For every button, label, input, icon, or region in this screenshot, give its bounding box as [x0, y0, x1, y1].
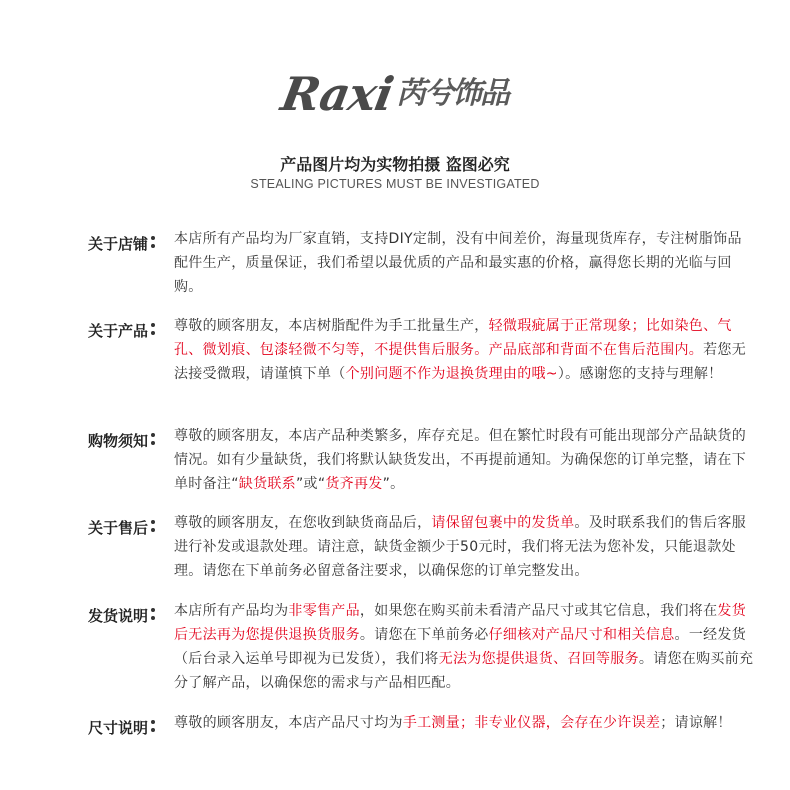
highlight-text: 发货后无法再为您提供退换货服务: [174, 603, 747, 643]
section-label: 购物须知: [87, 432, 148, 450]
copyright-notice-en: STEALING PICTURES MUST BE INVESTIGATED: [250, 177, 540, 191]
colon-dots-icon: [151, 430, 157, 446]
brand-logo-latin: Raxi: [277, 67, 397, 121]
copyright-notice-cn: 产品图片均为实物拍摄 盗图必究: [280, 155, 510, 174]
section-label: 关于产品: [87, 322, 148, 340]
colon-dots-icon: [151, 320, 157, 336]
section-body: 本店所有产品均为非零售产品，如果您在购买前未看清产品尺寸或其它信息，我们将在发货后无法再为您提供退换货服务。请您在下单前务必仔细核对产品尺寸和相关信息。一经发货（后台录入运单号即视为已发货），我们将无法为您提供退货、召回等服务。请您在购买前充分了解产品，以确保您的需求与产品相匹配。: [174, 603, 754, 691]
highlight-text: 货齐再发: [325, 476, 383, 492]
section-body: 尊敬的顾客朋友，在您收到缺货商品后，请保留包裹中的发货单。及时联系我们的售后客服进行补发或退款处理。请注意，缺货金额少于50元时，我们将无法为您补发，只能退款处理。请您在下单前务必留意备注要求，以确保您的订单完整发出。: [174, 515, 747, 579]
highlight-text: 个别问题不作为退换货理由的哦~: [345, 366, 558, 382]
section-body: 尊敬的顾客朋友，本店产品尺寸均为手工测量；非专业仪器，会存在少许误差；请谅解！: [174, 715, 732, 731]
colon-dots-icon: [151, 717, 157, 733]
section-label: 尺寸说明: [87, 719, 148, 737]
highlight-text: 轻微瑕疵属于正常现象；比如染色、气孔、微划痕、包漆轻微不匀等，不提供售后服务。产品底部和背面不在售后范围内。: [174, 318, 732, 358]
colon-dots-icon: [151, 517, 157, 533]
section-body: 本店所有产品均为厂家直销，支持DIY定制，没有中间差价，海量现货库存，专注树脂饰品配件生产，质量保证，我们希望以最优质的产品和最实惠的价格，赢得您长期的光临与回购。: [174, 231, 742, 295]
section-label: 关于店铺: [87, 235, 148, 253]
highlight-text: 缺货联系: [238, 476, 296, 492]
highlight-text: 请保留包裹中的发货单: [431, 515, 575, 531]
highlight-text: 无法为您提供退货、召回等服务: [438, 651, 639, 667]
section-body: 尊敬的顾客朋友，本店树脂配件为手工批量生产，轻微瑕疵属于正常现象；比如染色、气孔、微划痕、包漆轻微不匀等，不提供售后服务。产品底部和背面不在售后范围内。若您无法接受微瑕，请谨慎下单（个别问题不作为退换货理由的哦~）。感谢您的支持与理解！: [174, 318, 747, 382]
colon-dots-icon: [151, 233, 157, 249]
highlight-text: 手工测量；非专业仪器，会存在少许误差: [402, 715, 661, 731]
highlight-text: 仔细核对产品尺寸和相关信息: [488, 627, 675, 643]
section-body: 尊敬的顾客朋友，本店产品种类繁多，库存充足。但在繁忙时段有可能出现部分产品缺货的情况。如有少量缺货，我们将默认缺货发出，不再提前通知。为确保您的订单完整，请在下单时备注“缺货联系”或“货齐再发”。: [174, 428, 746, 492]
brand-logo: [0, 66, 790, 122]
colon-dots-icon: [151, 605, 157, 621]
section-label: 关于售后: [87, 519, 148, 537]
section-label: 发货说明: [87, 607, 148, 625]
highlight-text: 非零售产品: [288, 603, 360, 619]
brand-logo-chinese: 芮兮饰品: [396, 76, 508, 111]
